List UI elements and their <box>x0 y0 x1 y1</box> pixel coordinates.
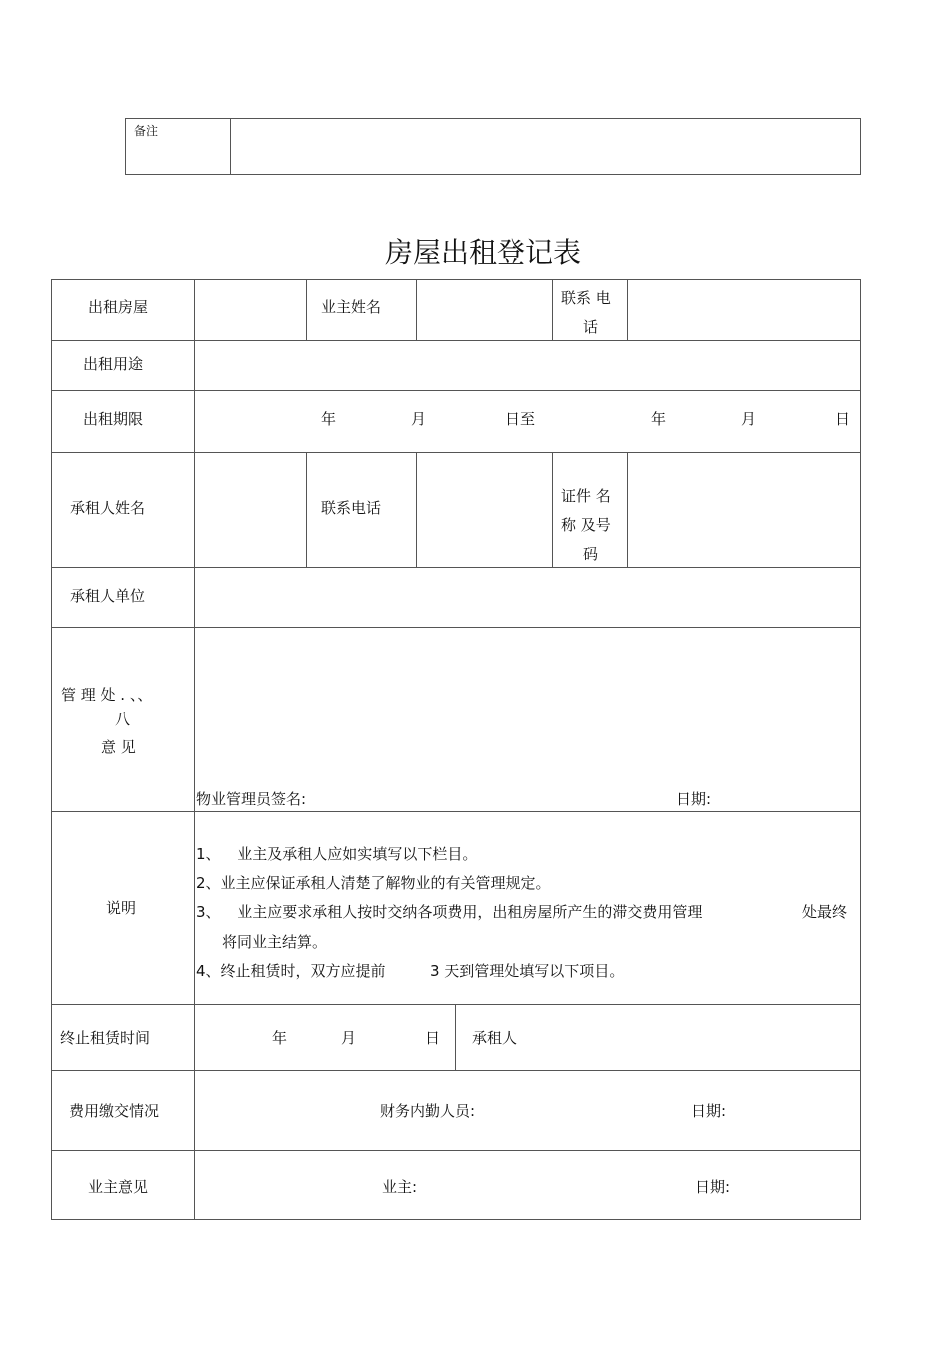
period-month1: 月 <box>411 410 427 428</box>
period-year1: 年 <box>321 410 337 428</box>
manager-signature-label: 物业管理员签名: <box>196 790 307 808</box>
col-divider <box>627 452 628 567</box>
note-item: 1、 业主及承租人应如实填写以下栏目。 <box>196 845 478 863</box>
note-item: 处最终 <box>802 903 848 921</box>
id-label-line2: 称 及号 <box>561 516 611 534</box>
management-label-line1: 管 理 处 . 、、 <box>61 686 153 704</box>
row-divider <box>51 1004 861 1005</box>
owner-name-label: 业主姓名 <box>321 298 382 316</box>
property-label: 出租房屋 <box>88 298 149 316</box>
remark-box <box>125 118 861 175</box>
registration-table <box>51 279 861 1220</box>
row-divider <box>51 567 861 568</box>
tenant-unit-label: 承租人单位 <box>70 587 146 605</box>
col-divider <box>416 452 417 567</box>
period-month2: 月 <box>741 410 757 428</box>
row-divider <box>51 627 861 628</box>
manager-date-label: 日期: <box>676 790 712 808</box>
col-divider <box>306 279 307 340</box>
termination-month: 月 <box>341 1029 357 1047</box>
note-item: 3 天到管理处填写以下项目。 <box>430 962 625 980</box>
termination-label: 终止租赁时间 <box>60 1029 151 1047</box>
purpose-label: 出租用途 <box>83 355 144 373</box>
id-label-line1: 证件 名 <box>561 487 611 505</box>
page-title: 房屋出租登记表 <box>385 236 582 269</box>
management-label-line2: 八 <box>115 710 131 728</box>
row-divider <box>51 1070 861 1071</box>
col-divider <box>455 1004 456 1070</box>
termination-tenant-label: 承租人 <box>472 1029 518 1047</box>
termination-day: 日 <box>425 1029 441 1047</box>
row-divider <box>51 390 861 391</box>
period-year2: 年 <box>651 410 667 428</box>
note-item: 4、终止租赁时，双方应提前 <box>196 962 386 980</box>
termination-year: 年 <box>272 1029 288 1047</box>
col-divider <box>552 452 553 567</box>
notes-label: 说明 <box>106 899 137 917</box>
col-divider <box>552 279 553 340</box>
owner-date-label: 日期: <box>695 1178 731 1196</box>
col-divider <box>627 279 628 340</box>
label-column-divider <box>194 279 195 1220</box>
row-divider <box>51 340 861 341</box>
col-divider <box>306 452 307 567</box>
owner-phone-label-line1: 联系 电 <box>561 289 611 307</box>
period-label: 出租期限 <box>83 410 144 428</box>
tenant-name-label: 承租人姓名 <box>70 499 146 517</box>
note-item: 将同业主结算。 <box>222 933 328 951</box>
owner-opinion-label: 业主意见 <box>88 1178 149 1196</box>
owner-phone-label-line2: 话 <box>583 318 599 336</box>
col-divider <box>416 279 417 340</box>
fees-label: 费用缴交情况 <box>69 1102 160 1120</box>
finance-staff-label: 财务内勤人员: <box>380 1102 476 1120</box>
remark-divider <box>230 118 231 175</box>
period-day2: 日 <box>835 410 851 428</box>
note-item: 3、 业主应要求承租人按时交纳各项费用，出租房屋所产生的滞交费用管理 <box>196 903 703 921</box>
remark-label: 备注 <box>134 124 159 138</box>
row-divider <box>51 452 861 453</box>
tenant-phone-label: 联系电话 <box>321 499 382 517</box>
row-divider <box>51 1150 861 1151</box>
note-item: 2、业主应保证承租人清楚了解物业的有关管理规定。 <box>196 874 551 892</box>
management-label-line3: 意 见 <box>101 738 136 756</box>
fees-date-label: 日期: <box>691 1102 727 1120</box>
id-label-line3: 码 <box>583 545 599 563</box>
row-divider <box>51 811 861 812</box>
owner-signature-label: 业主: <box>382 1178 418 1196</box>
period-day-to: 日至 <box>505 410 536 428</box>
